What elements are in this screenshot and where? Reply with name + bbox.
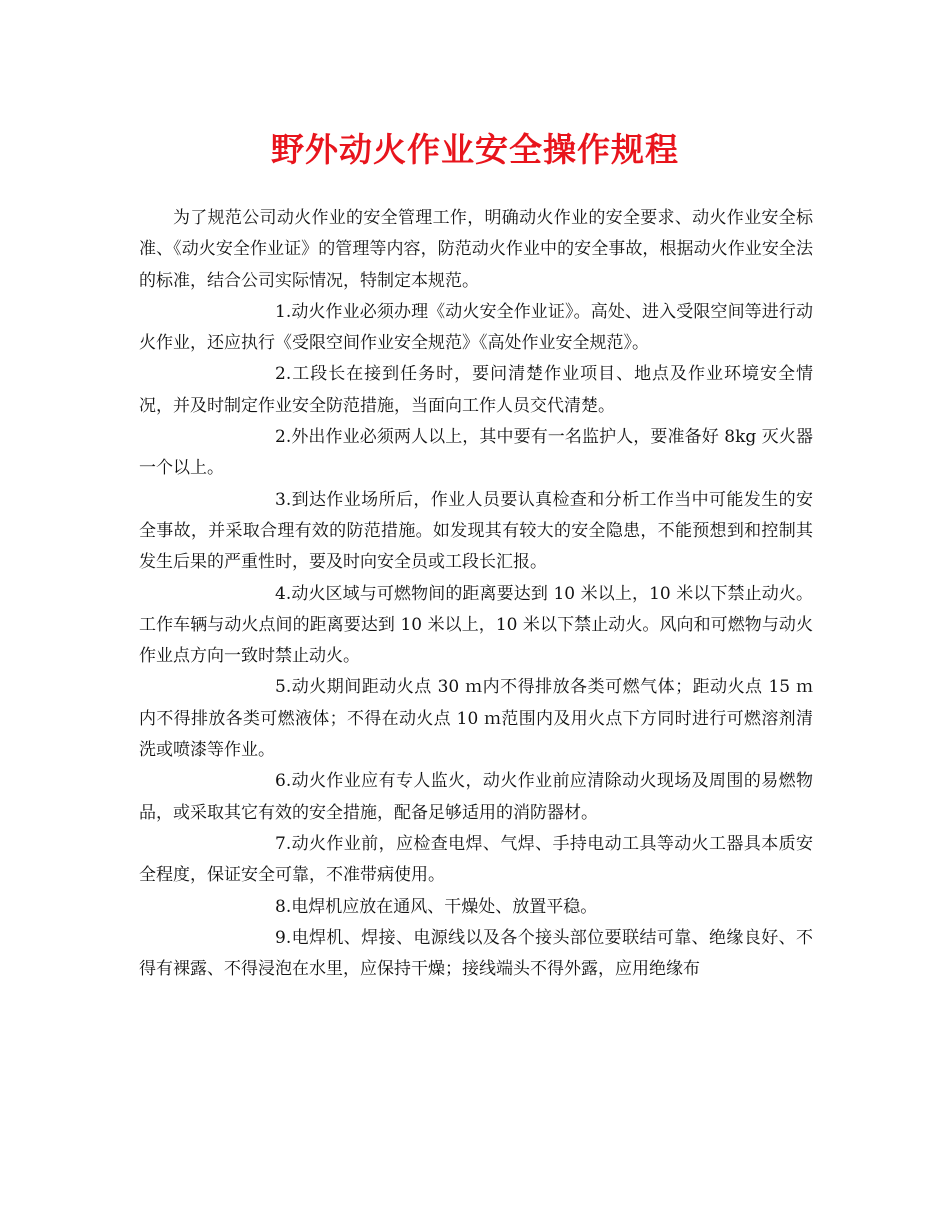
rule-item-10: 9.电焊机、焊接、电源线以及各个接头部位要联结可靠、绝缘良好、不得有裸露、不得浸泡在水里，应保持干燥；接线端头不得外露，应用绝缘布 [139, 927, 813, 980]
rule-item-4: 3.到达作业场所后，作业人员要认真检查和分析工作当中可能发生的安全事故，并采取合理有效的防范措施。如发现其有较大的安全隐患，不能预想到和控制其发生后果的严重性时，要及时向安全员或工段长汇报。 [139, 489, 813, 573]
rule-item-3: 2.外出作业必须两人以上，其中要有一名监护人，要准备好 8kg 灭火器一个以上。 [139, 427, 813, 479]
document-title: 野外动火作业安全操作规程 [271, 130, 679, 169]
rule-item-9: 8.电焊机应放在通风、干燥处、放置平稳。 [275, 896, 598, 917]
intro-paragraph: 为了规范公司动火作业的安全管理工作，明确动火作业的安全要求、动火作业安全标准、《动火安全作业证》的管理等内容，防范动火作业中的安全事故，根据动火作业安全法的标准，结合公司实际情况，特制定本规范。 [139, 208, 813, 291]
rule-item-1: 1.动火作业必须办理《动火安全作业证》。高处、进入受限空间等进行动火作业，还应执行《受限空间作业安全规范》《高处作业安全规范》。 [139, 301, 813, 354]
document-body [139, 203, 813, 985]
rule-item-2: 2.工段长在接到任务时，要问清楚作业项目、地点及作业环境安全情况，并及时制定作业安全防范措施，当面向工作人员交代清楚。 [139, 364, 813, 416]
rule-item-8: 7.动火作业前，应检查电焊、气焊、手持电动工具等动火工器具本质安全程度，保证安全可靠，不准带病使用。 [139, 833, 813, 886]
rule-item-6: 5.动火期间距动火点 30 ｍ内不得排放各类可燃气体；距动火点 15 ｍ内不得排放各类可燃液体；不得在动火点 10 ｍ范围内及用火点下方同时进行可燃溶剂清洗或喷漆等作业。 [139, 677, 813, 761]
rule-item-7: 6.动火作业应有专人监火，动火作业前应清除动火现场及周围的易燃物品，或采取其它有效的安全措施，配备足够适用的消防器材。 [139, 771, 813, 823]
rule-item-5: 4.动火区域与可燃物间的距离要达到 10 米以上，10 米以下禁止动火。工作车辆与动火点间的距离要达到 10 米以上，10 米以下禁止动火。风向和可燃物与动火作业点方向一致时禁止动火。 [139, 583, 813, 667]
